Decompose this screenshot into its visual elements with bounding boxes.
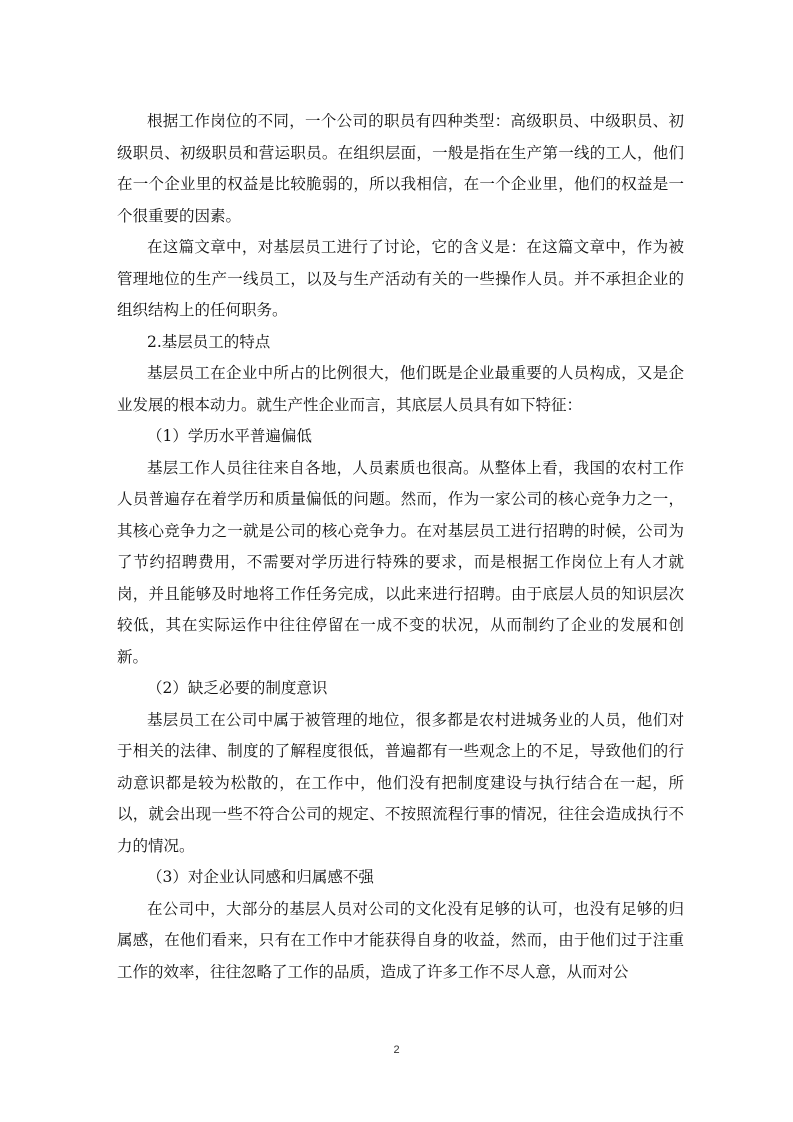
subsection-heading: （2）缺乏必要的制度意识	[147, 679, 328, 697]
page-number: 2	[393, 1044, 400, 1056]
paragraph: 在公司中，大部分的基层人员对公司的文化没有足够的认可，也没有足够的归属感，在他们看来，只有在工作中才能获得自身的收益，然而，由于他们过于注重工作的效率，往往忽略了工作的品质，造成了许多工作不尽人意，从而对公	[117, 899, 684, 981]
paragraph: 基层员工在公司中属于被管理的地位，很多都是农村进城务业的人员，他们对于相关的法律、制度的了解程度很低，普遍都有一些观念上的不足，导致他们的行动意识都是较为松散的，在工作中，他们没有把制度建设与执行结合在一起，所以，就会出现一些不符合公司的规定、不按照流程行事的情况，往往会造成执行不力的情况。	[117, 710, 684, 855]
subsection-heading: （1）学历水平普遍偏低	[147, 427, 312, 445]
section-heading: 2.基层员工的特点	[147, 332, 271, 351]
subsection-heading: （3）对企业认同感和归属感不强	[147, 868, 374, 886]
paragraph: 基层工作人员往往来自各地，人员素质也很高。从整体上看，我国的农村工作人员普遍存在着学历和质量偏低的问题。然而，作为一家公司的核心竞争力之一，其核心竞争力之一就是公司的核心竞争力。在对基层员工进行招聘的时候，公司为了节约招聘费用，不需要对学历进行特殊的要求，而是根据工作岗位上有人才就岗，并且能够及时地将工作任务完成，以此来进行招聘。由于底层人员的知识层次较低，其在实际运作中往往停留在一成不变的状况，从而制约了企业的发展和创新。	[117, 458, 684, 666]
document-body	[117, 106, 684, 988]
paragraph: 在这篇文章中，对基层员工进行了讨论，它的含义是：在这篇文章中，作为被管理地位的生产一线员工，以及与生产活动有关的一些操作人员。并不承担企业的组织结构上的任何职务。	[117, 238, 684, 319]
paragraph: 根据工作岗位的不同，一个公司的职员有四种类型：高级职员、中级职员、初级职员、初级职员和营运职员。在组织层面，一般是指在生产第一线的工人，他们在一个企业里的权益是比较脆弱的，所以我相信，在一个企业里，他们的权益是一个很重要的因素。	[117, 112, 684, 225]
paragraph: 基层员工在企业中所占的比例很大，他们既是企业最重要的人员构成，又是企业发展的根本动力。就生产性企业而言，其底层人员具有如下特征：	[117, 364, 684, 414]
